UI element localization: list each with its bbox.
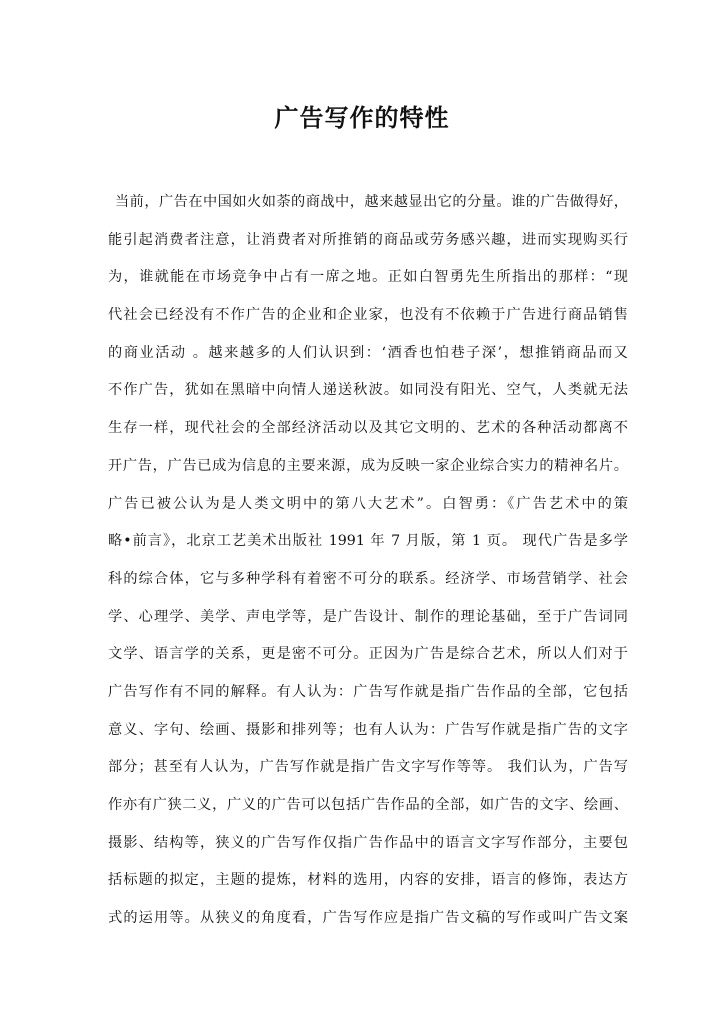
text-line: 括标题的拟定，主题的提炼，材料的选用，内容的安排，语言的修饰，表达方 (108, 872, 628, 889)
text-line: 能引起消费者注意，让消费者对所推销的商品或劳务感兴趣，进而实现购买行 (108, 231, 628, 248)
text-line: 式的运用等。从狭义的角度看，广告写作应是指广告文稿的写作或叫广告文案 (108, 910, 628, 927)
body-text (108, 190, 628, 944)
text-line: 生存一样，现代社会的全部经济活动以及其它文明的、艺术的各种活动都离不 (108, 420, 628, 437)
text-line: 科的综合体，它与多种学科有着密不可分的联系。经济学、市场营销学、社会 (108, 570, 628, 587)
text-line: 意义、字句、绘画、摄影和排列等；也有人认为：广告写作就是指广告的文字 (108, 721, 628, 738)
text-line: 文学、语言学的关系，更是密不可分。正因为广告是综合艺术，所以人们对于 (108, 646, 628, 663)
page-title: 广告写作的特性 (274, 104, 450, 132)
text-line: 摄影、结构等，狭义的广告写作仅指广告作品中的语言文字写作部分，主要包 (108, 834, 628, 851)
text-line: 开广告，广告已成为信息的主要来源，成为反映一家企业综合实力的精神名片。 (108, 457, 628, 474)
text-line: 代社会已经没有不作广告的企业和企业家，也没有不依赖于广告进行商品销售 (108, 307, 628, 324)
text-line: 不作广告，犹如在黑暗中向情人递送秋波。如同没有阳光、空气，人类就无法 (108, 382, 628, 399)
text-line: 作亦有广狭二义，广义的广告可以包括广告作品的全部，如广告的文字、绘画、 (108, 797, 628, 813)
text-line: 广告已被公认为是人类文明中的第八大艺术”。白智勇：《广告艺术中的策 (108, 495, 628, 512)
text-line: 广告写作有不同的解释。有人认为：广告写作就是指广告作品的全部，它包括 (108, 683, 628, 700)
text-line: 当前，广告在中国如火如荼的商战中，越来越显出它的分量。谁的广告做得好， (115, 194, 628, 210)
text-line: 略•前言》，北京工艺美术出版社 1991 年 7 月版，第 1 页。 现代广告是多学 (108, 533, 628, 550)
text-line: 部分；甚至有人认为，广告写作就是指广告文字写作等等。 我们认为，广告写 (108, 759, 628, 776)
text-line: 的商业活动 。越来越多的人们认识到：‘酒香也怕巷子深’，想推销商品而又 (108, 344, 628, 361)
text-line: 为，谁就能在市场竞争中占有一席之地。正如白智勇先生所指出的那样：“现 (108, 269, 628, 286)
text-line: 学、心理学、美学、声电学等，是广告设计、制作的理论基础，至于广告词同 (108, 608, 628, 625)
